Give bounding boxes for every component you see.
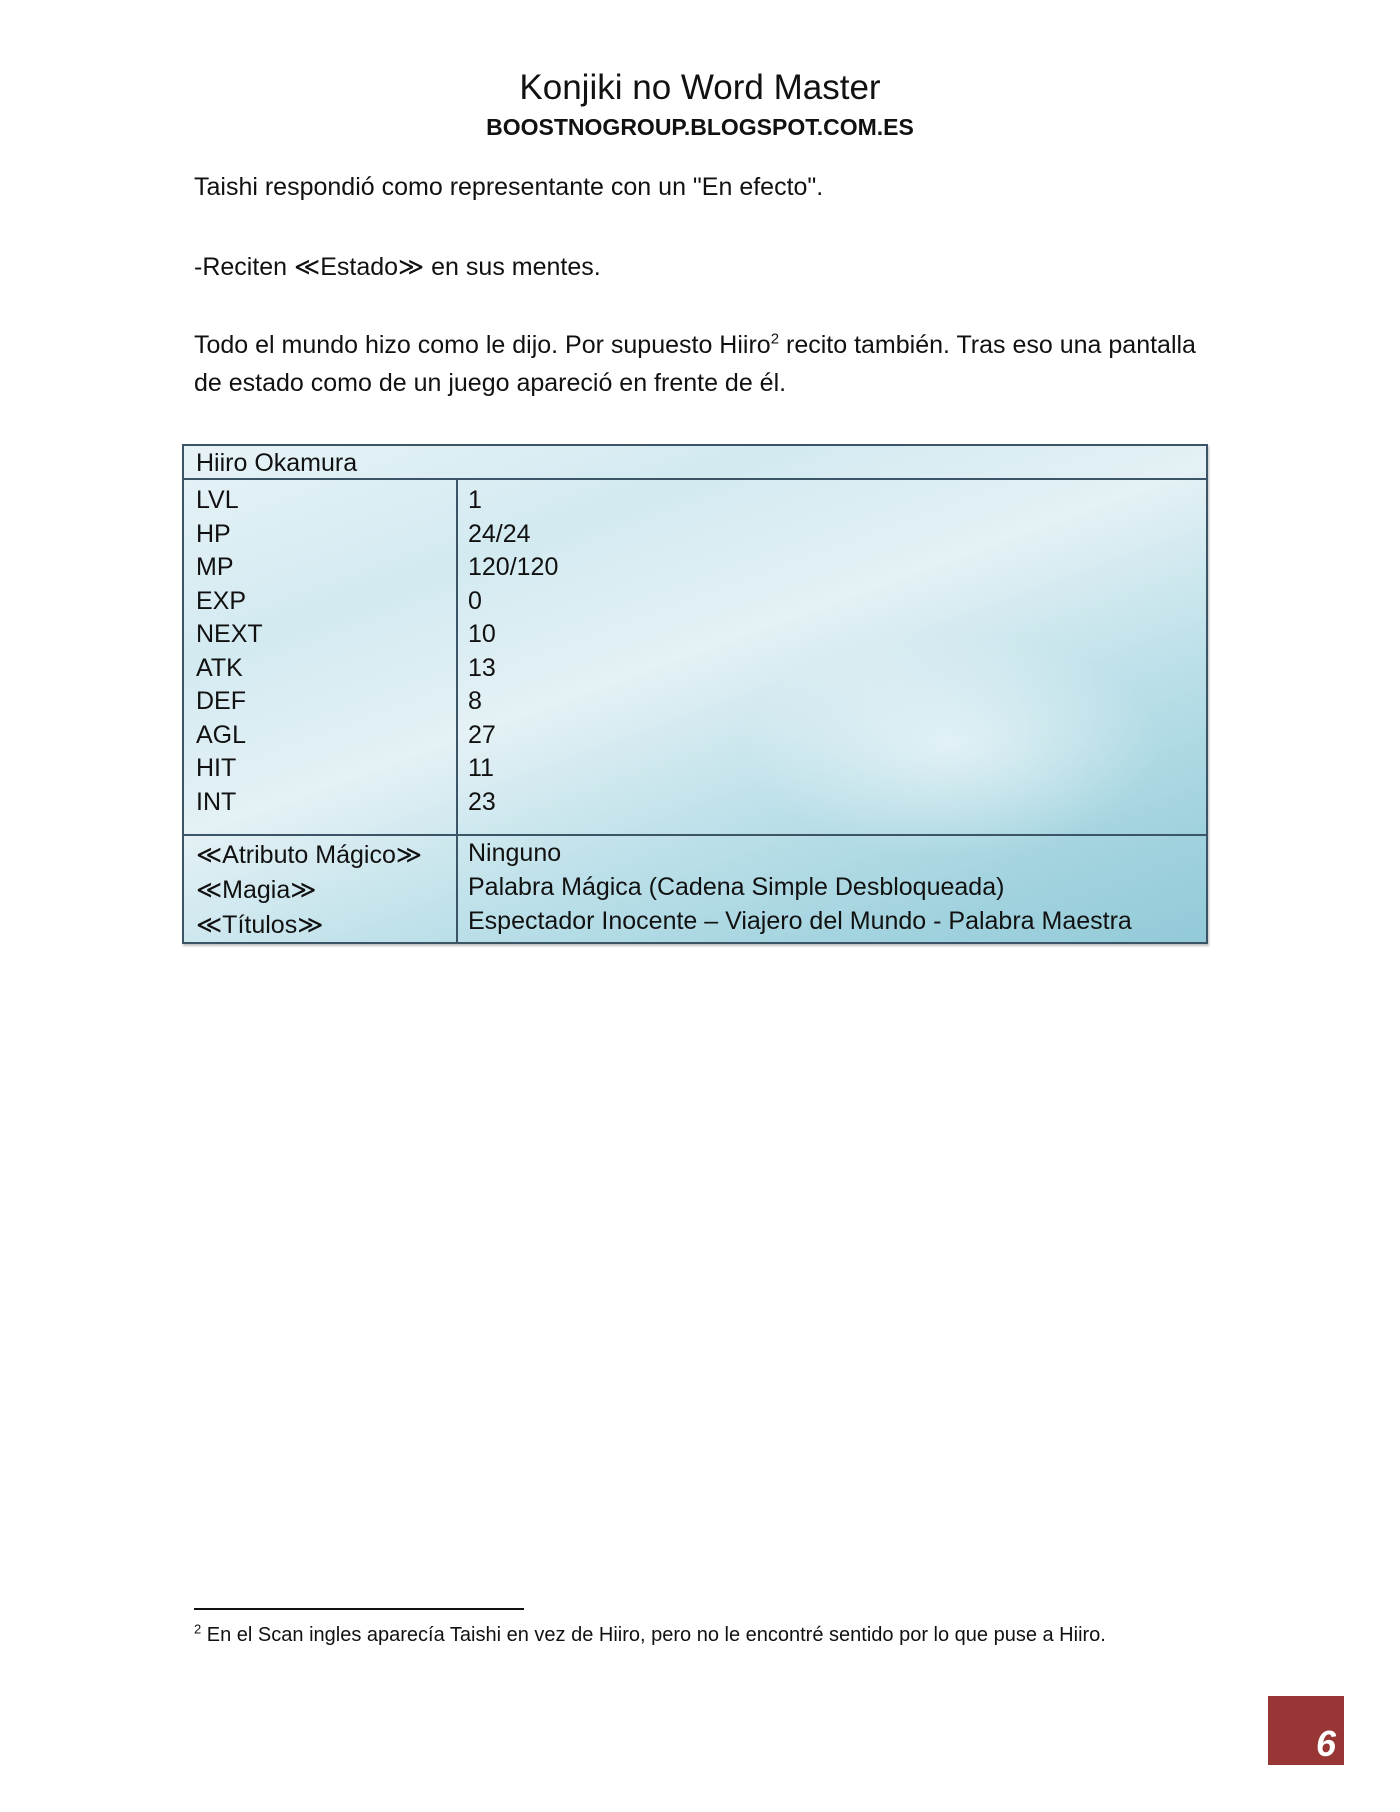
paragraph-3-start: Todo el mundo hizo como le dijo. Por supuesto Hiiro [194, 331, 771, 359]
footnote [194, 1620, 1254, 1650]
attribute-labels [196, 838, 422, 943]
stat-label-next: NEXT [196, 620, 263, 648]
stat-label-hit: HIT [196, 754, 237, 782]
stat-value-hit: 11 [468, 754, 494, 782]
stat-value-exp: 0 [468, 586, 482, 615]
column-divider [456, 480, 458, 942]
stat-label-mp: MP [196, 553, 234, 581]
stat-label-atk: ATK [196, 653, 243, 682]
stat-labels [196, 484, 263, 819]
value-titulos: Espectador Inocente – Viajero del Mundo - Palabra Maestra [468, 907, 1132, 935]
stat-value-int: 23 [468, 787, 496, 816]
value-atributo-magico: Ninguno [468, 839, 562, 867]
page-header [0, 66, 1400, 142]
footnote-mark: 2 [194, 1621, 202, 1637]
stat-label-lvl: LVL [196, 486, 239, 514]
site-name: BOOSTNOGROUP.BLOGSPOT.COM.ES [486, 114, 914, 140]
stat-label-agl: AGL [196, 720, 247, 749]
book-title: Konjiki no Word Master [519, 68, 881, 107]
paragraph-1: Taishi respondió como representante con un "En efecto". [194, 173, 824, 201]
stat-value-atk: 13 [468, 653, 496, 682]
label-titulos: ≪Títulos≫ [196, 911, 324, 939]
stat-value-agl: 27 [468, 720, 496, 749]
character-name: Hiiro Okamura [196, 449, 358, 477]
footnote-text: En el Scan ingles aparecía Taishi en vez de Hiiro, pero no le encontré sentido por lo que puse a Hiiro. [201, 1624, 1106, 1646]
label-magia: ≪Magia≫ [196, 876, 317, 904]
attribute-values [468, 836, 1132, 938]
stat-value-hp: 24/24 [468, 519, 531, 548]
paragraph-2: -Reciten ≪Estado≫ en sus mentes. [194, 253, 601, 281]
stat-label-exp: EXP [196, 586, 247, 615]
stat-value-def: 8 [468, 687, 482, 715]
stat-values [468, 484, 558, 819]
stat-value-mp: 120/120 [468, 553, 559, 581]
stat-value-lvl: 1 [468, 486, 482, 514]
footnote-separator [194, 1608, 524, 1610]
page-number-badge [1268, 1696, 1344, 1768]
value-magia: Palabra Mágica (Cadena Simple Desbloqueada) [468, 873, 1005, 901]
page-number-underline [1268, 1765, 1344, 1768]
status-table [182, 444, 1208, 944]
page-number: 6 [1315, 1723, 1336, 1764]
stat-label-hp: HP [196, 519, 231, 548]
paragraph-3 [194, 326, 1214, 402]
stat-value-next: 10 [468, 620, 496, 648]
stat-label-int: INT [196, 787, 237, 816]
label-atributo-magico: ≪Atributo Mágico≫ [196, 841, 423, 869]
status-name-row [184, 446, 1206, 480]
stat-label-def: DEF [196, 687, 246, 715]
footnote-reference[interactable]: 2 [770, 330, 780, 348]
paragraph-3-end: recito también. Tras eso una pantalla de estado como de un juego apareció en frente de él. [194, 331, 1196, 397]
